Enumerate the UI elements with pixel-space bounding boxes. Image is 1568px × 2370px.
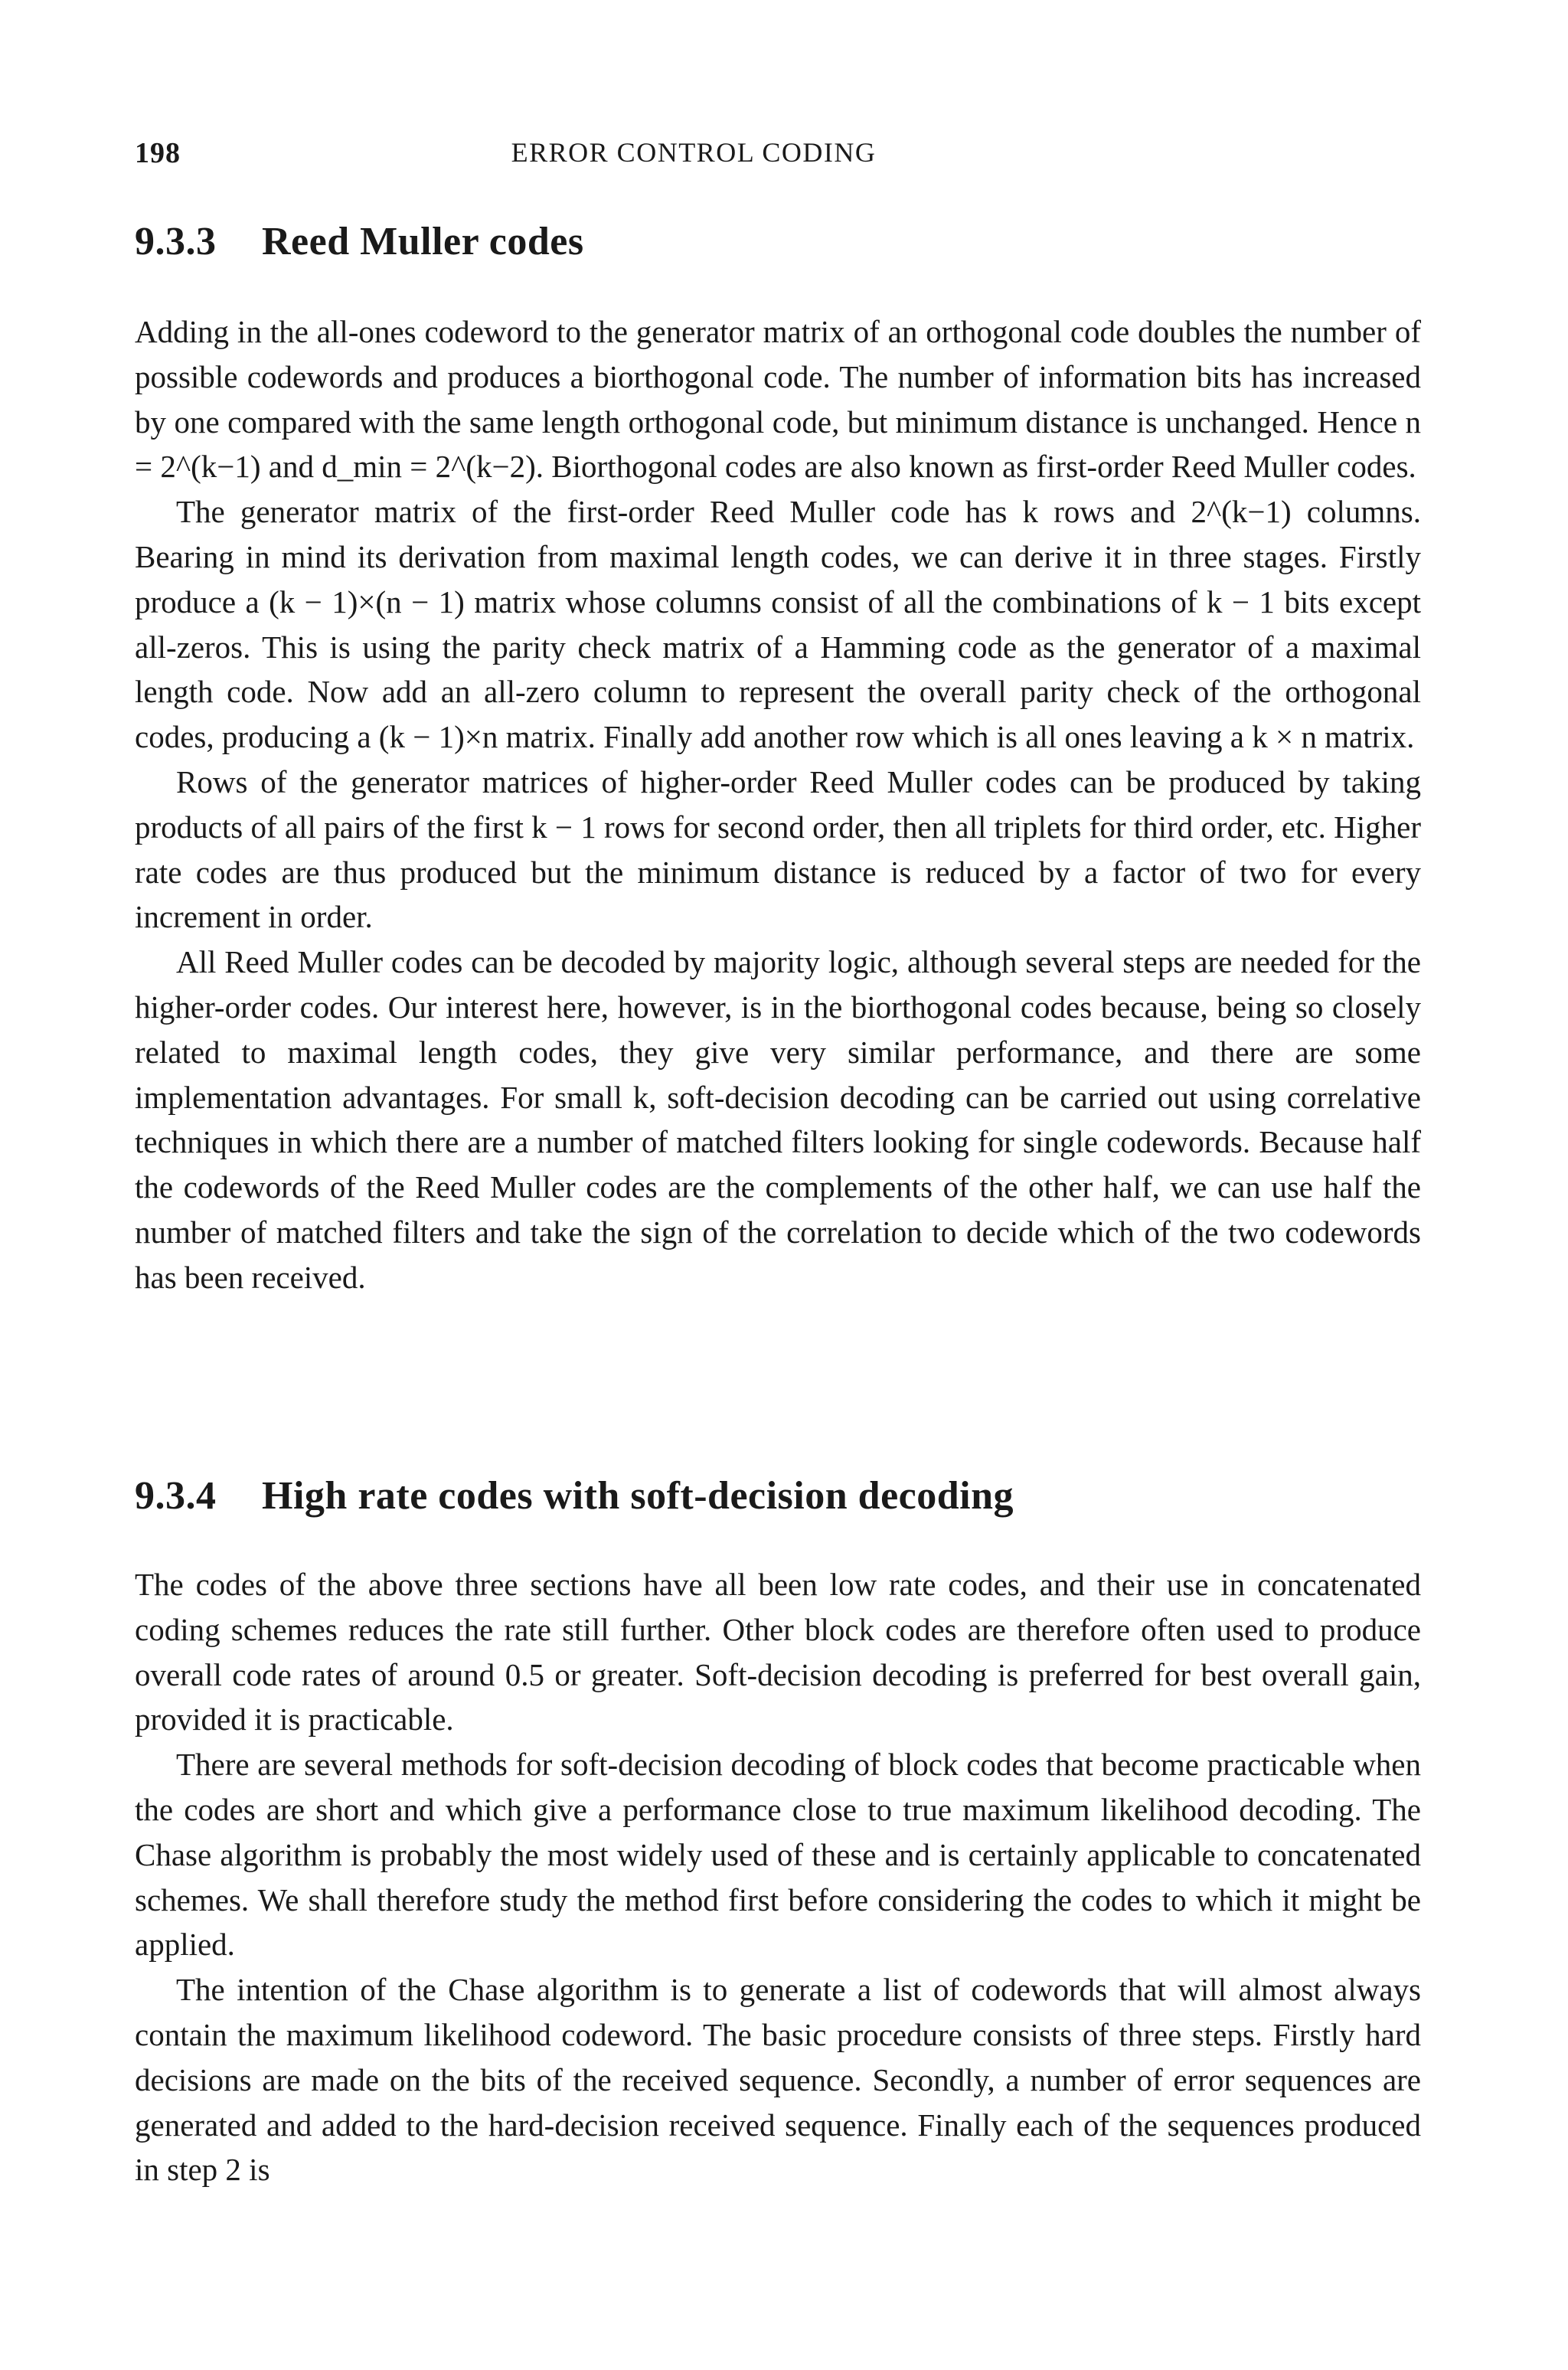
paragraph: There are several methods for soft-decision decoding of block codes that become practicable when the codes are short and which give a performance close to true maximum likelihood decoding. The Chase algorithm is probably the most widely used of these and is certainly applicable to concatenated schemes. We shall therefore study the method first before considering the codes to which it might be applied. (135, 1747, 1421, 1963)
running-head (135, 136, 1421, 182)
running-title: ERROR CONTROL CODING (511, 137, 877, 168)
section-heading-high-rate-codes (135, 1473, 1421, 1519)
section-heading-reed-muller (135, 219, 1421, 265)
paragraph: Adding in the all-ones codeword to the generator matrix of an orthogonal code doubles the number of possible codewords and produces a biorthogonal code. The number of information bits has increased by one compared with the same length orthogonal code, but minimum distance is unchanged. Hence n = 2^(k−1) and d_min = 2^(k−2). Biorthogonal codes are also known as first-order Reed Muller codes. (135, 314, 1421, 485)
paragraph: The codes of the above three sections have all been low rate codes, and their use in concatenated coding schemes reduces the rate still further. Other block codes are therefore often used to produce overall code rates of around 0.5 or greater. Soft-decision decoding is preferred for best overall gain, provided it is practicable. (135, 1567, 1421, 1737)
section-title: Reed Muller codes (262, 220, 584, 263)
paragraph: The intention of the Chase algorithm is to generate a list of codewords that will almost always contain the maximum likelihood codeword. The basic procedure consists of three steps. Firstly hard decisions are made on the bits of the received sequence. Secondly, a number of error sequences are generated and added to the hard-decision received sequence. Finally each of the sequences produced in step 2 is (135, 1972, 1421, 2188)
section-title: High rate codes with soft-decision decoding (262, 1474, 1014, 1518)
paragraph: All Reed Muller codes can be decoded by majority logic, although several steps are needed for the higher-order codes. Our interest here, however, is in the biorthogonal codes because, being so closely related to maximal length codes, they give very similar performance, and there are some implementation advantages. For small k, soft-decision decoding can be carried out using correlative techniques in which there are a number of matched filters looking for single codewords. Because half the codewords of the Reed Muller codes are the complements of the other half, we can use half the number of matched filters and take the sign of the correlation to decide which of the two codewords has been received. (135, 944, 1421, 1295)
paragraph: Rows of the generator matrices of higher-order Reed Muller codes can be produced by taking products of all pairs of the first k − 1 rows for second order, then all triplets for third order, etc. Higher rate codes are thus produced but the minimum distance is reduced by a factor of two for every increment in order. (135, 763, 1421, 935)
section-body-reed-muller (135, 309, 1421, 1300)
section-number: 9.3.3 (135, 220, 217, 263)
paragraph: The generator matrix of the first-order Reed Muller code has k rows and 2^(k−1) columns. Bearing in mind its derivation from maximal length codes, we can derive it in three stages. Firstly produce a (k − 1)×(n − 1) matrix whose columns consist of all the combinations of k − 1 bits except all-zeros. This is using the parity check matrix of a Hamming code as the generator of a maximal length code. Now add an all-zero column to represent the overall parity check of the orthogonal codes, producing a (k − 1)×n matrix. Finally add another row which is all ones leaving a k × n matrix. (135, 494, 1421, 755)
section-body-high-rate-codes (135, 1562, 1421, 2192)
section-number: 9.3.4 (135, 1474, 217, 1518)
page-number: 198 (135, 137, 181, 169)
